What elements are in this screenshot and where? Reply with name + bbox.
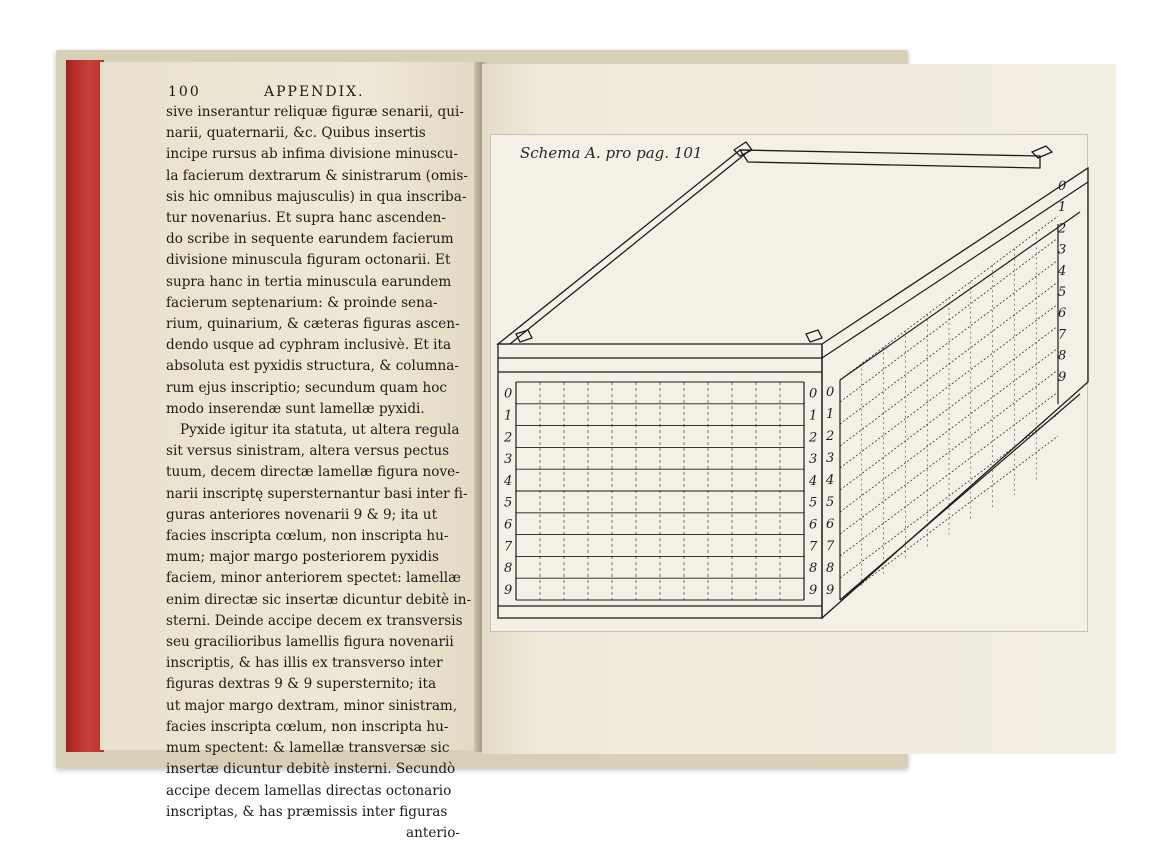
side-top-rail-line [822,182,1088,358]
text-line: absoluta est pyxidis structura, & columna- [166,358,459,375]
text-line: do scribe in sequente earundem facierum [166,231,454,248]
side-far-label: 0 [1058,179,1067,194]
front-left-label: 7 [504,539,513,555]
front-left-label: 5 [504,495,513,511]
front-right-label: 4 [809,473,818,489]
front-left-peg [516,330,532,342]
text-line: insertæ dicuntur debitè insterni. Secundò [166,761,456,778]
text-line: facierum septenarium: & proinde sena- [166,294,438,311]
text-line: inscriptis, & has illis ex transverso inter [166,655,443,672]
side-near-label: 0 [826,385,835,400]
side-far-label: 5 [1058,285,1067,300]
side-near-label: 3 [826,451,835,466]
side-near-label: 2 [826,429,835,444]
text-line: enim directæ sic insertæ dicuntur debitè in- [166,591,472,608]
side-far-label: 7 [1058,327,1067,343]
text-line: sterni. Deinde accipe decem ex transversis [166,612,463,629]
side-far-label: 2 [1058,221,1067,237]
front-left-label: 0 [504,386,513,402]
text-line: tur novenarius. Et supra hanc ascenden- [166,210,446,227]
text-line: facies inscripta cœlum, non inscripta hu- [166,718,449,735]
left-rail [498,150,750,344]
text-line: modo inserendæ sunt lamellæ pyxidi. [166,400,425,417]
text-line: rum ejus inscriptio; secundum quam hoc [166,379,448,396]
front-right-label: 0 [809,386,818,402]
text-line: narii, quaternarii, &c. Quibus insertis [166,125,426,142]
front-right-label: 2 [809,430,818,446]
back-rail [740,150,1040,168]
front-left-label: 8 [504,561,513,577]
text-line: anterio- [406,824,460,841]
side-inner-bottom [840,394,1080,600]
text-line: facies inscripta cœlum, non inscripta hu- [166,528,449,545]
front-right-label: 1 [809,408,818,424]
front-right-label: 9 [809,582,818,598]
front-right-label: 6 [809,517,818,533]
side-near-label: 7 [826,539,835,554]
front-right-label: 3 [809,452,818,468]
page-number: 100 [168,84,201,100]
text-line: dendo usque ad cyphram inclusivè. Et ita [166,337,452,354]
front-right-label: 5 [809,495,818,511]
text-line: incipe rursus ab infima divisione minuscu- [166,146,458,163]
text-line: narii inscriptę supersternantur basi inter fi- [166,485,468,502]
side-near-label: 5 [826,495,835,510]
text-line: guras anteriores novenarii 9 & 9; ita ut [166,506,438,523]
front-left-label: 1 [504,408,513,424]
text-line: accipe decem lamellas directas octonario [166,782,452,799]
front-right-label: 8 [809,561,818,577]
front-right-label: 7 [809,539,818,555]
front-left-label: 3 [504,452,513,468]
side-near-label: 1 [826,407,835,422]
side-near-label: 8 [826,561,835,576]
text-line: rium, quinarium, & cæteras figuras ascen- [166,316,460,333]
text-line: figuras dextras 9 & 9 supersternito; ita [166,676,437,693]
text-line: ut major margo dextram, minor sinistram, [166,697,458,714]
front-left-label: 9 [504,582,513,598]
side-far-label: 9 [1058,369,1067,385]
plate-caption: Schema A. pro pag. 101 [520,144,703,162]
corner-post [734,142,752,156]
text-line: tuum, decem directæ lamellæ figura nove- [166,464,460,481]
side-far-label: 6 [1058,306,1067,322]
front-left-label: 6 [504,517,513,533]
text-line: inscriptas, & has præmissis inter figuras [166,803,448,820]
text-line: supra hanc in tertia minuscula earundem [166,273,452,290]
running-title: APPENDIX. [264,84,365,100]
text-line: seu gracilioribus lamellis figura novenarii [166,634,454,651]
text-line: faciem, minor anteriorem spectet: lamellæ [166,570,461,587]
front-peg [806,330,822,342]
text-line: la facierum dextrarum & sinistrarum (omis- [166,167,468,184]
side-near-label: 9 [826,583,835,598]
side-near-label: 6 [826,517,835,532]
text-line: mum spectent: & lamellæ transversæ sic [166,740,450,757]
side-near-label: 4 [826,473,835,488]
text-line: divisione minuscula figuram octonarii. Et [166,252,451,269]
text-line: Pyxide igitur ita statuta, ut altera regula [180,422,460,439]
front-left-label: 4 [504,473,513,489]
side-far-label: 1 [1058,200,1067,216]
text-line: mum; major margo posteriorem pyxidis [166,549,439,566]
side-far-label: 8 [1058,348,1067,364]
side-inner-top [840,212,1080,380]
text-line: sive inserantur reliquæ figuræ senarii, qui- [166,104,464,120]
text-line: sis hic omnibus majusculis) in qua inscriba- [166,188,467,205]
side-far-label: 3 [1058,242,1067,258]
side-far-label: 4 [1058,263,1067,279]
front-left-label: 2 [504,430,513,446]
text-line: sit versus sinistram, altera versus pectus [166,443,450,460]
